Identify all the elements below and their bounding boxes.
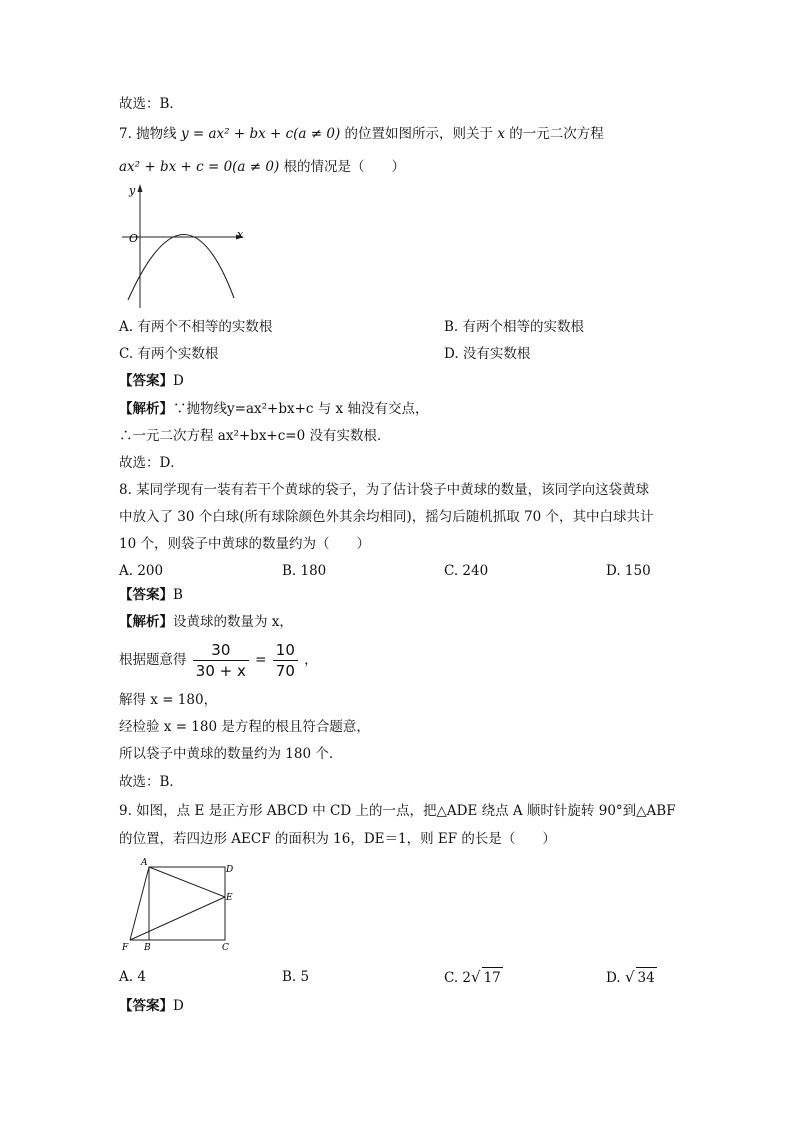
equation: ax² + bx + c = 0(a ≠ 0)	[119, 159, 280, 175]
option-b: B. 5	[282, 969, 310, 985]
choose-line-7: 故选：D．	[119, 455, 184, 471]
question-9-stem-2: 的位置，若四边形 AECF 的面积为 16，DE＝1，则 EF 的长是（ ）	[119, 831, 556, 847]
option-d: D. 没有实数根	[444, 346, 531, 362]
point-label-d: D	[226, 865, 234, 875]
question-8-stem-1: 8. 某同学现有一装有若干个黄球的袋子，为了估计袋子中黄球的数量，该同学向这袋黄球	[119, 482, 650, 498]
question-8-stem-3: 10 个，则袋子中黄球的数量约为（ ）	[119, 536, 370, 552]
equation: y = ax² + bx + c(a ≠ 0)	[180, 126, 341, 142]
explanation-8-2: 根据题意得 $\frac{30}{30 + x}$ = $\frac{10}{70}$ ，	[119, 641, 318, 680]
point-label-c: C	[222, 943, 229, 953]
point-label-b: B	[144, 943, 151, 953]
answer-8: 【答案】B	[119, 587, 183, 603]
answer-9: 【答案】D	[119, 998, 184, 1014]
choose-line-8: 故选：B．	[119, 774, 183, 790]
explanation-8-5: 所以袋子中黄球的数量约为 180 个.	[119, 746, 334, 762]
explanation-8-3: 解得 x = 180，	[119, 692, 218, 708]
option-d: D. 150	[606, 563, 651, 579]
point-label-f: F	[122, 943, 129, 953]
option-b: B. 有两个相等的实数根	[444, 319, 585, 335]
explanation-8-1: 【解析】设黄球的数量为 x，	[119, 614, 293, 630]
option-c: C. 有两个实数根	[119, 346, 219, 362]
fraction: $\frac{10}{70}$	[273, 640, 298, 681]
fraction: $\frac{30}{30 + x}$	[193, 640, 249, 681]
choose-line: 故选：B．	[119, 96, 183, 112]
point-label-e: E	[226, 893, 233, 903]
explanation-7-1: 【解析】∵抛物线y=ax²+bx+c 与 x 轴没有交点，	[119, 401, 429, 417]
question-7-stem-2: ax² + bx + c = 0(a ≠ 0) 根的情况是（ ）	[119, 159, 406, 175]
option-a: A. 4	[119, 969, 146, 985]
question-7-stem: 7. 抛物线 y = ax² + bx + c(a ≠ 0) 的位置如图所示，则关于 x 的一元二次方程	[119, 126, 604, 142]
x-axis-label: x	[237, 228, 244, 241]
option-a: A. 有两个不相等的实数根	[119, 319, 273, 335]
option-b: B. 180	[282, 563, 327, 579]
parabola-figure	[118, 180, 258, 315]
origin-label: O	[129, 232, 139, 245]
explanation-8-4: 经检验 x = 180 是方程的根且符合题意，	[119, 719, 370, 735]
option-a: A. 200	[119, 563, 164, 579]
explanation-7-2: ∴一元二次方程 ax²+bx+c=0 没有实数根．	[119, 428, 391, 444]
square-figure	[118, 855, 248, 955]
option-c: C. 240	[444, 563, 489, 579]
y-axis-label: y	[129, 184, 136, 197]
answer-7: 【答案】D	[119, 373, 184, 389]
option-c: C. 2√ 17	[444, 968, 501, 986]
option-d: D. √ 34	[606, 968, 655, 986]
question-8-stem-2: 中放入了 30 个白球(所有球除颜色外其余均相同)，摇匀后随机抓取 70 个，其中白球共计	[119, 509, 654, 525]
point-label-a: A	[141, 858, 148, 868]
question-9-stem-1: 9. 如图，点 E 是正方形 ABCD 中 CD 上的一点，把△ADE 绕点 A 顺时针旋转 90°到△ABF	[119, 803, 676, 819]
